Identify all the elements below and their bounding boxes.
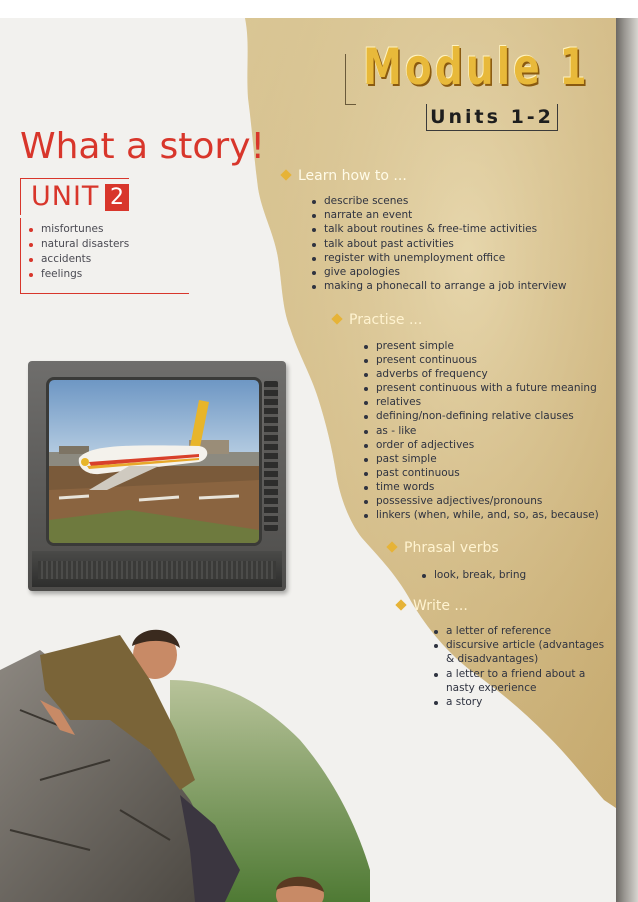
write-heading	[397, 598, 468, 614]
list-item: misfortunes	[27, 222, 189, 237]
phrasal-list	[420, 568, 526, 582]
list-item: talk about past activities	[310, 237, 566, 251]
tv-speaker-grill	[38, 561, 276, 579]
diamond-bullet-icon	[280, 169, 291, 180]
list-item: describe scenes	[310, 194, 566, 208]
unit-badge	[20, 178, 129, 215]
list-item: making a phonecall to arrange a job interview	[310, 279, 566, 293]
page-title: What a story!	[20, 126, 265, 167]
list-item: give apologies	[310, 265, 566, 279]
list-item: discursive article (advantages & disadvantages)	[432, 638, 606, 666]
write-heading-text: Write ...	[413, 598, 468, 614]
learn-heading-text: Learn how to ...	[298, 168, 407, 184]
airplane-crash-image	[49, 380, 259, 543]
unit-label: UNIT	[31, 181, 100, 212]
practise-list	[362, 339, 599, 522]
diamond-bullet-icon	[386, 541, 397, 552]
units-label: Units 1-2	[426, 104, 558, 131]
phrasal-heading-text: Phrasal verbs	[404, 540, 499, 556]
tv-base	[32, 551, 282, 587]
page-edge-shadow	[616, 18, 638, 902]
list-item: talk about routines & free-time activities	[310, 222, 566, 236]
unit-topics	[20, 218, 189, 294]
diamond-bullet-icon	[331, 313, 342, 324]
list-item: a story	[432, 695, 606, 709]
list-item: present continuous with a future meaning	[362, 381, 599, 395]
phrasal-heading	[388, 540, 499, 556]
list-item: accidents	[27, 252, 189, 267]
tv-screen	[46, 377, 262, 546]
list-item: present continuous	[362, 353, 599, 367]
learn-heading	[282, 168, 407, 184]
list-item: natural disasters	[27, 237, 189, 252]
television-image	[28, 361, 286, 591]
practise-heading-text: Practise ...	[349, 312, 423, 328]
list-item: past continuous	[362, 466, 599, 480]
practise-heading	[333, 312, 422, 328]
list-item: time words	[362, 480, 599, 494]
list-item: present simple	[362, 339, 599, 353]
module-bracket	[345, 54, 356, 105]
write-list	[432, 624, 606, 709]
list-item: register with unemployment office	[310, 251, 566, 265]
page	[0, 18, 616, 902]
list-item: a letter of reference	[432, 624, 606, 638]
list-item: look, break, bring	[420, 568, 526, 582]
list-item: linkers (when, while, and, so, as, because)	[362, 508, 599, 522]
list-item: relatives	[362, 395, 599, 409]
climber-photo	[0, 610, 370, 902]
list-item: narrate an event	[310, 208, 566, 222]
list-item: feelings	[27, 267, 189, 282]
module-title: Module 1	[363, 38, 590, 96]
learn-list	[310, 194, 566, 293]
unit-number: 2	[105, 184, 129, 211]
list-item: a letter to a friend about a nasty experience	[432, 667, 606, 695]
tv-control-panel	[264, 381, 278, 531]
diamond-bullet-icon	[395, 599, 406, 610]
list-item: possessive adjectives/pronouns	[362, 494, 599, 508]
list-item: order of adjectives	[362, 438, 599, 452]
list-item: past simple	[362, 452, 599, 466]
list-item: as - like	[362, 424, 599, 438]
list-item: defining/non-defining relative clauses	[362, 409, 599, 423]
list-item: adverbs of frequency	[362, 367, 599, 381]
